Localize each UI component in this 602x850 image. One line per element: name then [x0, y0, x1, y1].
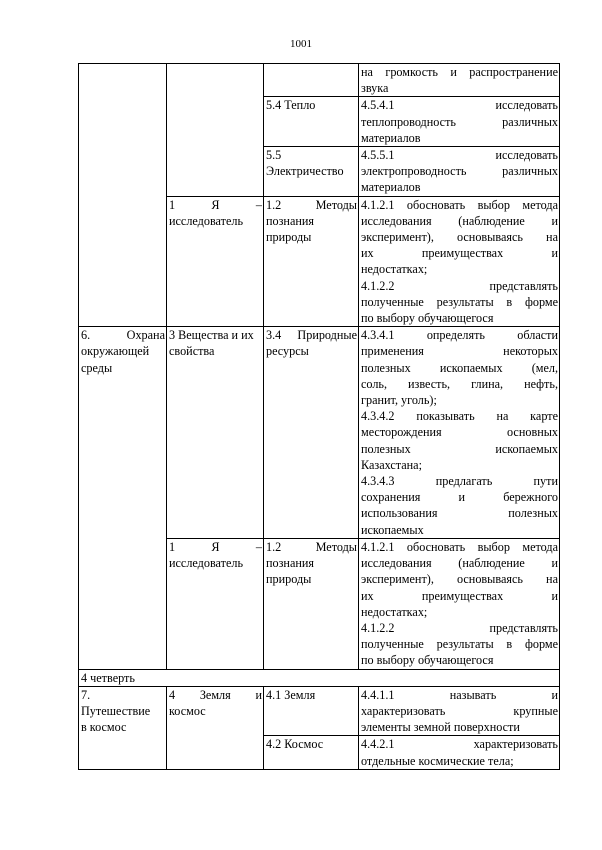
page-number: 1001 — [290, 38, 312, 50]
objective-line: 4.1.2.2 представлять — [361, 278, 558, 293]
subsection-label: 5.5 — [266, 148, 282, 163]
section-cell — [167, 686, 264, 769]
objective-cell — [359, 538, 560, 669]
subsection-cell — [264, 64, 359, 97]
subsection-label: познания — [266, 556, 315, 571]
objective-line: 4.5.4.1 исследовать — [361, 98, 558, 113]
section-label: 3 Вещества и их — [169, 328, 254, 343]
objective-line: отдельные космические тела; — [361, 753, 514, 768]
objective-line: применения некоторых — [361, 344, 558, 359]
objective-line: полезных ископаемых (мел, — [361, 360, 558, 375]
subsection-label: природы — [266, 572, 312, 587]
objective-line: их преимуществах и — [361, 246, 558, 261]
objective-line: полезных ископаемых — [361, 441, 558, 456]
objective-line: материалов — [361, 180, 421, 195]
quarter-heading: 4 четверть — [79, 669, 560, 686]
table-row — [79, 669, 560, 686]
subsection-label: 3.4 Природные — [266, 328, 357, 343]
theme-label: 6. Охрана — [81, 328, 165, 343]
objective-line: по выбору обучающегося — [361, 653, 494, 668]
table-row — [79, 686, 560, 736]
objective-line: полученные результаты в форме — [361, 637, 558, 652]
objective-line: месторождения основных — [361, 425, 558, 440]
section-cell — [167, 64, 264, 197]
objective-line: на громкость и распространение — [361, 65, 558, 79]
objective-line: материалов — [361, 130, 421, 145]
objective-line: 4.1.2.1 обосновать выбор метода — [361, 197, 558, 212]
objective-cell — [359, 196, 560, 327]
objective-line: исследования (наблюдение и — [361, 556, 558, 571]
section-label: 4 Земля и — [169, 687, 262, 702]
objective-cell — [359, 97, 560, 147]
theme-cell — [79, 686, 167, 769]
objective-cell — [359, 64, 560, 97]
objective-line: электропроводность различных — [361, 164, 558, 179]
curriculum-table — [78, 63, 560, 770]
objective-line: 4.1.2.1 обосновать выбор метода — [361, 539, 558, 554]
objective-cell — [359, 686, 560, 736]
section-label: 1 Я – — [169, 197, 262, 212]
subsection-cell — [264, 196, 359, 327]
subsection-label: познания — [266, 213, 315, 228]
subsection-cell — [264, 97, 359, 147]
subsection-label: 1.2 Методы — [266, 539, 357, 554]
objective-line: теплопроводность различных — [361, 114, 558, 129]
objective-line: эксперимент), основываясь на — [361, 230, 558, 245]
section-label: исследователь — [169, 213, 244, 228]
objective-line: Казахстана; — [361, 457, 422, 472]
subsection-cell — [264, 736, 359, 769]
objective-line: звука — [361, 81, 389, 96]
theme-cell — [79, 327, 167, 669]
section-label: исследователь — [169, 556, 244, 571]
subsection-cell — [264, 686, 359, 736]
objective-line: ископаемых — [361, 522, 424, 537]
subsection-label: 4.2 Космос — [266, 737, 324, 752]
objective-line: эксперимент), основываясь на — [361, 572, 558, 587]
objective-line: исследования (наблюдение и — [361, 213, 558, 228]
subsection-cell — [264, 327, 359, 539]
section-label: свойства — [169, 344, 215, 359]
objective-line: по выбору обучающегося — [361, 311, 494, 326]
subsection-label: 1.2 Методы — [266, 197, 357, 212]
subsection-label: природы — [266, 230, 312, 245]
objective-line: характеризовать крупные — [361, 703, 558, 718]
section-cell — [167, 327, 264, 539]
objective-line: недостатках; — [361, 262, 428, 277]
objective-line: недостатках; — [361, 604, 428, 619]
subsection-label: ресурсы — [266, 344, 309, 359]
section-label: космос — [169, 703, 206, 718]
subsection-cell — [264, 538, 359, 669]
objective-line: 4.1.2.2 представлять — [361, 620, 558, 635]
objective-line: 4.3.4.2 показывать на карте — [361, 409, 558, 424]
subsection-label: 4.1 Земля — [266, 687, 316, 702]
objective-line: 4.5.5.1 исследовать — [361, 148, 558, 163]
objective-line: 4.3.4.3 предлагать пути — [361, 474, 558, 489]
section-cell — [167, 196, 264, 327]
objective-line: использования полезных — [361, 506, 558, 521]
theme-label: окружающей — [81, 344, 150, 359]
objective-line: 4.4.2.1 характеризовать — [361, 737, 558, 752]
objective-cell — [359, 327, 560, 539]
table-row — [79, 64, 560, 97]
objective-line: гранит, уголь); — [361, 393, 437, 408]
table-row — [79, 327, 560, 539]
subsection-cell — [264, 147, 359, 197]
theme-label: среды — [81, 360, 113, 375]
theme-cell — [79, 64, 167, 327]
objective-line: элементы земной поверхности — [361, 720, 520, 735]
objective-cell — [359, 736, 560, 769]
theme-label: 7. — [81, 687, 91, 702]
objective-line: 4.3.4.1 определять области — [361, 328, 558, 343]
objective-line: соль, известь, глина, нефть, — [361, 376, 558, 391]
objective-line: полученные результаты в форме — [361, 294, 558, 309]
theme-label: Путешествие — [81, 703, 151, 718]
objective-line: их преимуществах и — [361, 588, 558, 603]
section-cell — [167, 538, 264, 669]
objective-cell — [359, 147, 560, 197]
objective-line: 4.4.1.1 называть и — [361, 687, 558, 702]
section-label: 1 Я – — [169, 539, 262, 554]
theme-label: в космос — [81, 720, 127, 735]
objective-line: сохранения и бережного — [361, 490, 558, 505]
subsection-label: 5.4 Тепло — [266, 98, 316, 113]
subsection-label: Электричество — [266, 164, 344, 179]
